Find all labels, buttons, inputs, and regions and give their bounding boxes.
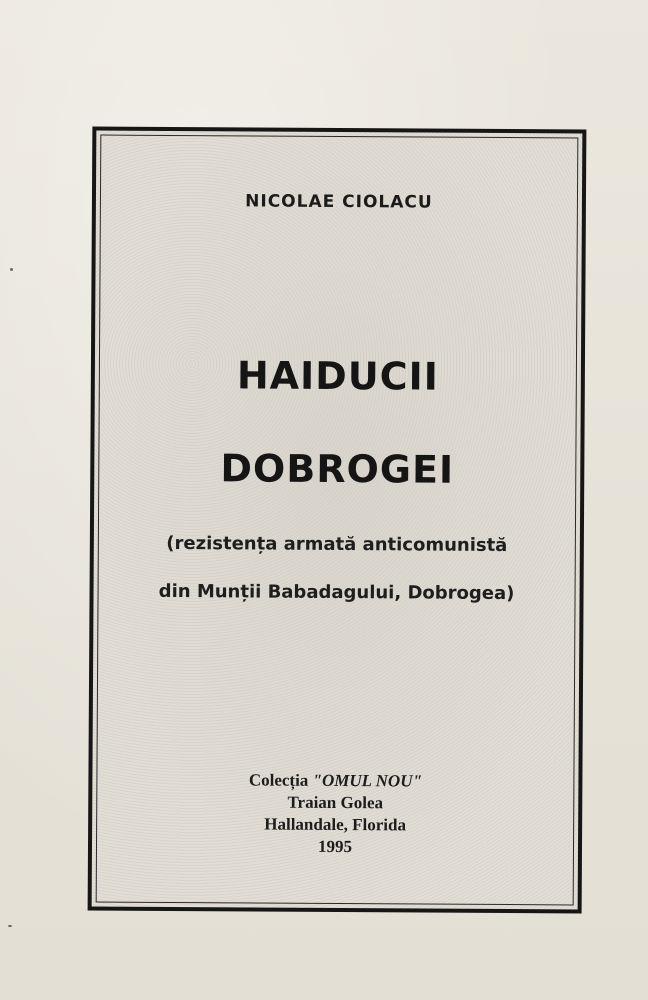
paper-speck <box>8 925 12 927</box>
series-line <box>102 769 568 794</box>
series-name: "OMUL NOU" <box>312 770 423 791</box>
title-line-2: DOBROGEI <box>220 446 455 492</box>
publication-year: 1995 <box>317 836 353 857</box>
publisher-name: Traian Golea <box>287 792 384 813</box>
author-name: NICOLAE CIOLACU <box>245 191 433 213</box>
imprint-block <box>102 769 569 860</box>
cover-border-frame <box>88 126 587 913</box>
publication-place: Hallandale, Florida <box>264 814 407 835</box>
paper-speck <box>10 268 13 271</box>
cover-content <box>102 141 573 900</box>
title-line-1: HAIDUCII <box>236 353 439 399</box>
subtitle-line-1: (rezistența armată anticomunistă <box>166 532 508 557</box>
subtitle-line-2: din Munții Babadagului, Dobrogea) <box>158 580 515 605</box>
series-prefix: Colecția <box>248 770 313 790</box>
